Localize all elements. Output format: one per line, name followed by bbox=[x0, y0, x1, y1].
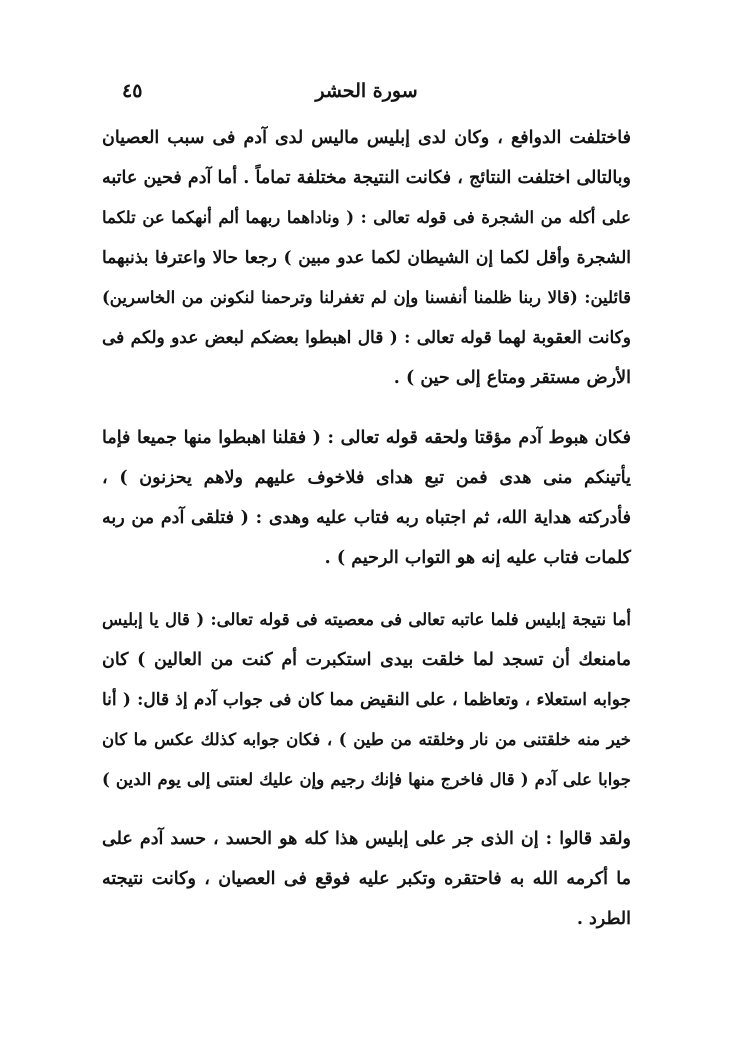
text-line: وبالتالى اختلفت النتائج ، فكانت النتيجة مختلفة تماماً . أما آدم فحين عاتبه bbox=[102, 168, 631, 188]
text-line: ولقد قالوا : إن الذى جر على إبليس هذا كله هو الحسد ، حسد آدم على bbox=[102, 829, 631, 849]
text-line: أما نتيجة إبليس فلما عاتبه تعالى فى معصيته فى قوله تعالى: ( قال يا إبليس bbox=[102, 610, 631, 629]
text-line: على أكله من الشجرة فى قوله تعالى : ( وناداهما ربهما ألم أنهكما عن تلكما bbox=[102, 208, 631, 227]
text-line: جوابه استعلاء ، وتعاظما ، على النقيض مما كان فى جواب آدم إذ قال: ( أنا bbox=[102, 690, 632, 710]
text-line: مامنعك أن تسجد لما خلقت بيدى استكبرت أم كنت من العالين ) كان bbox=[102, 650, 631, 670]
paragraph bbox=[102, 118, 631, 398]
paragraph bbox=[102, 600, 631, 800]
text-line: جوابا على آدم ( قال فاخرج منها فإنك رجيم وإن عليك لعنتى إلى يوم الدين ) bbox=[102, 770, 631, 789]
text-line: الأرض مستقر ومتاع إلى حين ) . bbox=[393, 368, 631, 388]
text-line: فاختلفت الدوافع ، وكان لدى إبليس مالیس لدى آدم فى سبب العصيان bbox=[102, 128, 631, 148]
text-line: الشجرة وأقل لكما إن الشيطان لكما عدو مبين ) رجعا حالا واعترفا بذنبهما bbox=[102, 248, 631, 268]
text-line: ما أكرمه الله به فاحتقره وتكبر عليه فوقع فى العصيان ، وكانت نتيجته bbox=[102, 869, 631, 889]
paragraph bbox=[102, 418, 631, 578]
text-line: قائلين: (قالا ربنا ظلمنا أنفسنا وإن لم تغفرلنا وترحمنا لنكونن من الخاسرين) bbox=[102, 288, 631, 307]
text-line: وكانت العقوبة لهما قوله تعالى : ( قال اهبطوا بعضكم لبعض عدو ولكم فى bbox=[102, 328, 631, 348]
paragraph-gap bbox=[102, 800, 631, 819]
paragraph-gap bbox=[102, 398, 631, 418]
paragraph-gap bbox=[102, 578, 631, 600]
surah-title: سورة الحشر bbox=[315, 80, 418, 102]
text-line: الطرد . bbox=[576, 909, 631, 929]
page-body bbox=[102, 118, 631, 939]
text-line: فأدركته هداية الله، ثم اجتباه ربه فتاب عليه وهدى : ( فتلقى آدم من ربه bbox=[102, 508, 631, 528]
text-line: كلمات فتاب عليه إنه هو التواب الرحيم ) . bbox=[324, 548, 631, 568]
page-number: ٤٥ bbox=[122, 80, 143, 102]
text-line: يأتينكم منى هدى فمن تبع هداى فلاخوف عليهم ولاهم يحزنون ) ، bbox=[102, 468, 631, 488]
page-header bbox=[108, 72, 625, 112]
text-line: خير منه خلقتنى من نار وخلقته من طين ) ، فكان جوابه كذلك عكس ما كان bbox=[102, 730, 631, 749]
text-line: فكان هبوط آدم مؤقتا ولحقه قوله تعالى : ( فقلنا اهبطوا منها جميعا فإما bbox=[102, 428, 631, 448]
paragraph bbox=[102, 819, 631, 939]
